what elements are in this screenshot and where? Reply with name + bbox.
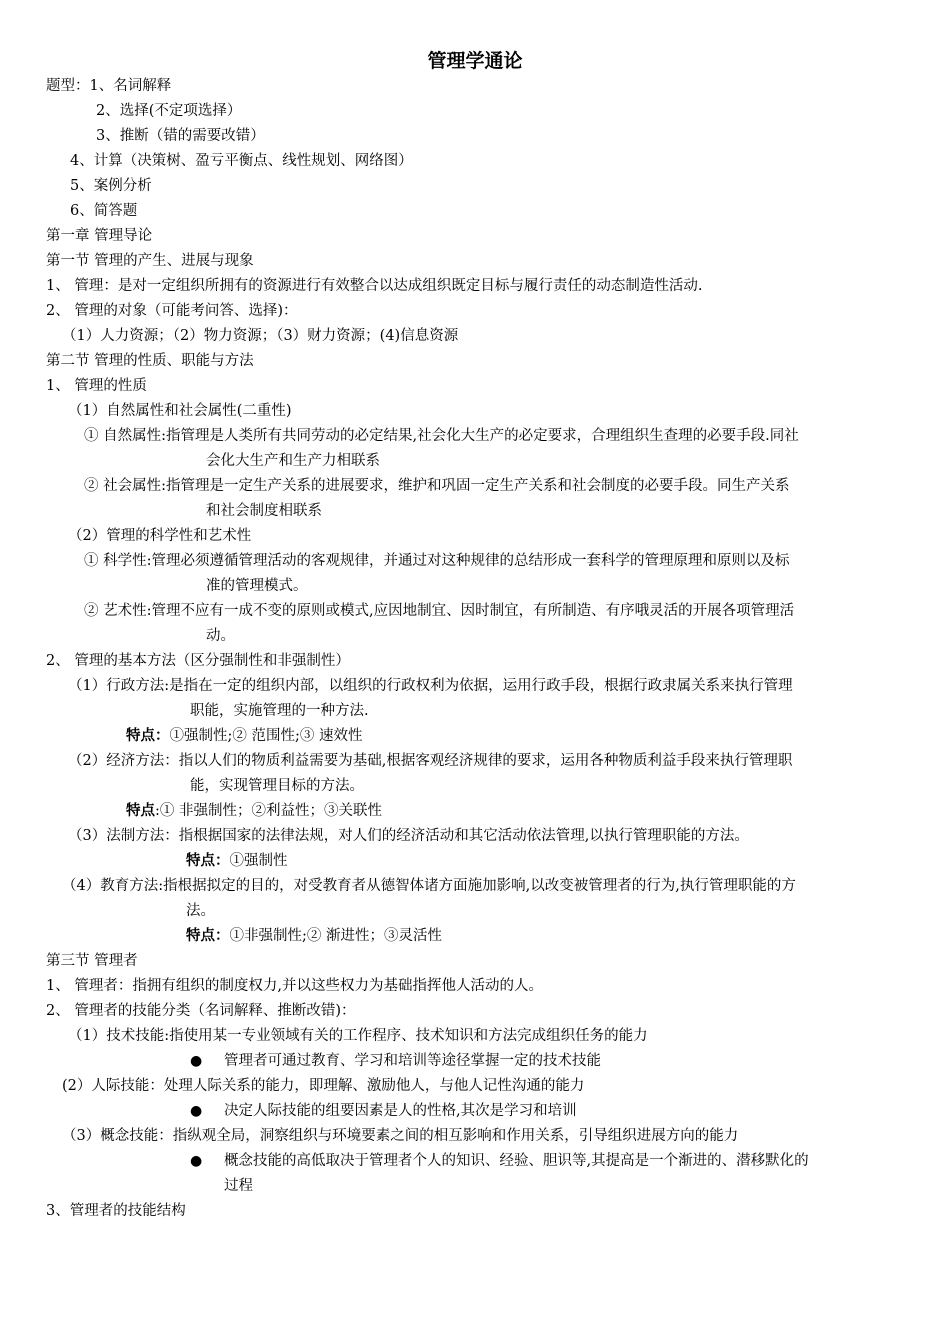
text-line: ① 科学性:管理必须遵循管理活动的客观规律，并通过对这种规律的总结形成一套科学的管理原理和原则以及标 (84, 553, 790, 569)
text-line: （1）人力资源；（2）物力资源；（3）财力资源；(4)信息资源 (62, 328, 459, 344)
features-label: 特点： (186, 927, 230, 944)
text-line: 题型：1、名词解释 (46, 78, 172, 94)
features-text: :① 非强制性；②利益性；③关联性 (155, 803, 382, 819)
features-line (186, 849, 288, 873)
text-line: 能，实现管理目标的方法。 (190, 778, 364, 794)
text-line: 1、 管理者：指拥有组织的制度权力,并以这些权力为基础指挥他人活动的人。 (46, 978, 543, 994)
text-line: （3）概念技能：指纵观全局，洞察组织与环境要素之间的相互影响和作用关系，引导组织进展方向的能力 (62, 1128, 739, 1144)
text-line: 2、 管理的基本方法（区分强制性和非强制性） (46, 653, 350, 669)
text-line: （1）自然属性和社会属性(二重性) (68, 403, 292, 419)
section-heading: 第二节 管理的性质、职能与方法 (46, 353, 254, 369)
text-line: 会化大生产和生产力相联系 (206, 453, 380, 469)
bullet-icon: ● (190, 1053, 203, 1069)
text-line: 过程 (224, 1178, 253, 1194)
text-line: 3、管理者的技能结构 (46, 1203, 186, 1219)
text-line: 2、选择(不定项选择） (96, 103, 242, 119)
features-line (126, 799, 382, 823)
text-line: 决定人际技能的组要因素是人的性格,其次是学习和培训 (224, 1103, 577, 1119)
text-line: 1、 管理的性质 (46, 378, 147, 394)
features-line (186, 924, 442, 948)
text-line: 1、 管理：是对一定组织所拥有的资源进行有效整合以达成组织既定目标与履行责任的动态制造性活动. (46, 278, 703, 294)
text-line: 职能，实施管理的一种方法. (190, 703, 369, 719)
features-line (126, 724, 363, 748)
text-line: （2）管理的科学性和艺术性 (68, 528, 252, 544)
text-line: 2、 管理的对象（可能考问答、选择)： (46, 303, 298, 319)
features-text: ①强制性 (229, 853, 288, 869)
text-line: 3、推断（错的需要改错） (96, 128, 265, 144)
text-line: 概念技能的高低取决于管理者个人的知识、经验、胆识等,其提高是一个渐进的、潜移默化的 (224, 1153, 809, 1169)
text-line: 法。 (186, 903, 215, 919)
text-line: 准的管理模式。 (206, 578, 308, 594)
chapter-heading: 第一章 管理导论 (46, 228, 153, 244)
page-title: 管理学通论 (427, 50, 523, 72)
features-label: 特点： (186, 852, 230, 869)
text-line: 6、简答题 (70, 203, 138, 219)
features-label: 特点 (126, 802, 155, 819)
text-line: （4）教育方法:指根据拟定的目的，对受教育者从德智体诸方面施加影响,以改变被管理者的行为,执行管理职能的方 (62, 878, 796, 894)
text-line: ② 艺术性:管理不应有一成不变的原则或模式,应因地制宜、因时制宜，有所制造、有序哦灵活的开展各项管理活 (84, 603, 795, 619)
features-text: ①强制性;② 范围性;③ 速效性 (169, 728, 363, 744)
text-line: 管理者可通过教育、学习和培训等途径掌握一定的技术技能 (224, 1053, 601, 1069)
bullet-icon: ● (190, 1103, 203, 1119)
text-line: （1）技术技能:指使用某一专业领域有关的工作程序、技术知识和方法完成组织任务的能力 (68, 1028, 648, 1044)
text-line: 2、 管理者的技能分类（名词解释、推断改错)： (46, 1003, 356, 1019)
text-line: ② 社会属性:指管理是一定生产关系的进展要求，维护和巩固一定生产关系和社会制度的必要手段。同生产关系 (84, 478, 790, 494)
text-line: （3）法制方法：指根据国家的法律法规，对人们的经济活动和其它活动依法管理,以执行管理职能的方法。 (68, 828, 749, 844)
features-label: 特点： (126, 727, 170, 744)
features-text: ①非强制性;② 渐进性；③灵活性 (229, 928, 442, 944)
text-line: 5、案例分析 (70, 178, 152, 194)
text-line: （1）行政方法:是指在一定的组织内部，以组织的行政权利为依据，运用行政手段，根据行政隶属关系来执行管理 (68, 678, 793, 694)
text-line: 动。 (206, 628, 235, 644)
text-line: 4、计算（决策树、盈亏平衡点、线性规划、网络图） (70, 153, 413, 169)
text-line: 和社会制度相联系 (206, 503, 322, 519)
bullet-icon: ● (190, 1153, 203, 1169)
text-line: ① 自然属性:指管理是人类所有共同劳动的必定结果,社会化大生产的必定要求，合理组织生查理的必要手段.同社 (84, 428, 799, 444)
text-line: (2）人际技能：处理人际关系的能力，即理解、激励他人，与他人记性沟通的能力 (62, 1078, 585, 1094)
text-line: （2）经济方法：指以人们的物质利益需要为基础,根据客观经济规律的要求，运用各种物质利益手段来执行管理职 (68, 753, 793, 769)
section-heading: 第三节 管理者 (46, 953, 138, 969)
section-heading: 第一节 管理的产生、进展与现象 (46, 253, 254, 269)
